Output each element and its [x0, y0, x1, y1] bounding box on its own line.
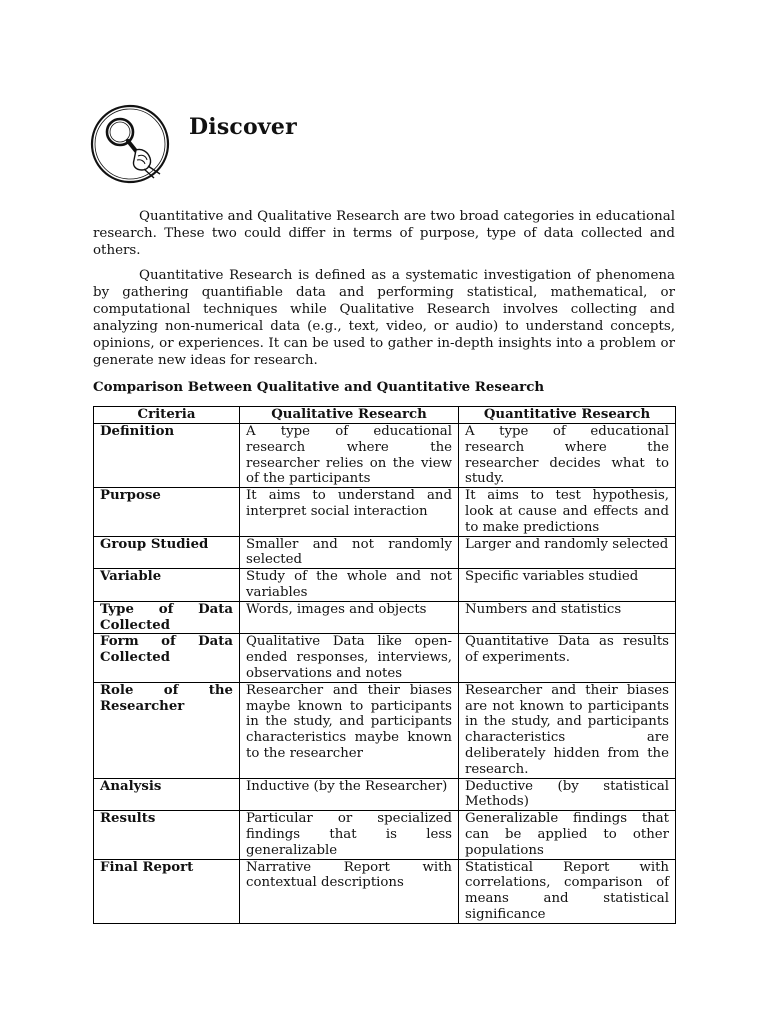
section-title: Discover [189, 114, 297, 140]
definition-paragraph: Quantitative Research is defined as a systematic investigation of phenomena by gathering quantifiable data and performing statistical, mathematical, or computational techniques while Qualitative Research involves collecting and analyzing non-numerical data (e.g., text, video, or audio) to understand concepts, opinions, or experiences. It can be used to gather in-depth insights into a problem or generate new ideas for research. [93, 268, 675, 368]
quantitative-cell: Statistical Report with correlations, comparison of means and statistical significance [459, 859, 676, 923]
comparison-table [93, 406, 676, 924]
qualitative-cell: Smaller and not randomly selected [240, 536, 459, 569]
quantitative-cell: Deductive (by statistical Methods) [459, 778, 676, 811]
quantitative-cell: It aims to test hypothesis, look at cause and effects and to make predictions [459, 488, 676, 536]
table-row [94, 424, 676, 488]
header-quantitative: Quantitative Research [459, 407, 676, 424]
header-criteria: Criteria [94, 407, 240, 424]
qualitative-cell: Researcher and their biases maybe known to participants in the study, and participants characteristics maybe known to the researcher [240, 682, 459, 778]
magnifying-glass-icon [90, 104, 170, 184]
quantitative-cell: A type of educational research where the researcher decides what to study. [459, 424, 676, 488]
qualitative-cell: A type of educational research where the researcher relies on the view of the participants [240, 424, 459, 488]
criteria-cell: Analysis [94, 778, 240, 811]
table-row [94, 569, 676, 602]
table-row [94, 601, 676, 634]
criteria-cell: Variable [94, 569, 240, 602]
table-row [94, 811, 676, 859]
table-header-row [94, 407, 676, 424]
table-row [94, 634, 676, 682]
criteria-cell: Group Studied [94, 536, 240, 569]
quantitative-cell: Larger and randomly selected [459, 536, 676, 569]
qualitative-cell: Words, images and objects [240, 601, 459, 634]
table-row [94, 859, 676, 923]
qualitative-cell: It aims to understand and interpret social interaction [240, 488, 459, 536]
header-qualitative: Qualitative Research [240, 407, 459, 424]
qualitative-cell: Inductive (by the Researcher) [240, 778, 459, 811]
table-caption: Comparison Between Qualitative and Quantitative Research [93, 379, 545, 395]
criteria-cell: Form of Data Collected [94, 634, 240, 682]
quantitative-cell: Generalizable findings that can be applied to other populations [459, 811, 676, 859]
criteria-cell: Final Report [94, 859, 240, 923]
qualitative-cell: Narrative Report with contextual descriptions [240, 859, 459, 923]
qualitative-cell: Qualitative Data like open-ended responses, interviews, observations and notes [240, 634, 459, 682]
qualitative-cell: Study of the whole and not variables [240, 569, 459, 602]
criteria-cell: Purpose [94, 488, 240, 536]
quantitative-cell: Quantitative Data as results of experiments. [459, 634, 676, 682]
criteria-cell: Definition [94, 424, 240, 488]
table-row [94, 488, 676, 536]
quantitative-cell: Numbers and statistics [459, 601, 676, 634]
criteria-cell: Role of the Researcher [94, 682, 240, 778]
intro-paragraph: Quantitative and Qualitative Research are two broad categories in educational research. These two could differ in terms of purpose, type of data collected and others. [93, 209, 675, 258]
criteria-cell: Type of Data Collected [94, 601, 240, 634]
table-row [94, 536, 676, 569]
criteria-cell: Results [94, 811, 240, 859]
table-row [94, 778, 676, 811]
quantitative-cell: Specific variables studied [459, 569, 676, 602]
quantitative-cell: Researcher and their biases are not known to participants in the study, and participants characteristics are deliberately hidden from the research. [459, 682, 676, 778]
qualitative-cell: Particular or specialized findings that is less generalizable [240, 811, 459, 859]
table-row [94, 682, 676, 778]
